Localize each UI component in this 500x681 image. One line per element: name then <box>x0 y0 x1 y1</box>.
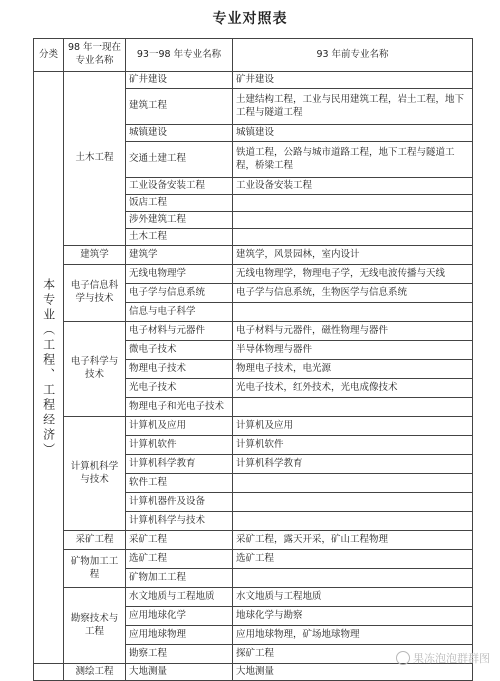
table-row <box>34 550 473 569</box>
major-9398-cell: 交通土建工程 <box>126 142 233 178</box>
watermark-text: 果冻泡泡群群图 <box>413 652 490 665</box>
watermark-logo-icon <box>396 651 410 665</box>
major-9398-cell: 应用地球物理 <box>126 626 233 645</box>
major-pre93-cell <box>233 474 473 493</box>
major-pre93-cell: 物理电子技术，电光源 <box>233 360 473 379</box>
table-row <box>34 246 473 265</box>
major-comparison-table <box>33 38 473 681</box>
major-pre93-cell: 大地测量 <box>233 664 473 681</box>
major-9398-cell: 选矿工程 <box>126 550 233 569</box>
major-pre93-cell: 选矿工程 <box>233 550 473 569</box>
major-9398-cell: 物理电子和光电子技术 <box>126 398 233 417</box>
major-9398-cell: 计算机器件及设备 <box>126 493 233 512</box>
table-row <box>34 265 473 284</box>
major-pre93-cell: 建筑学，风景园林，室内设计 <box>233 246 473 265</box>
major-pre93-cell: 光电子技术，红外技术，光电成像技术 <box>233 379 473 398</box>
major-current-cell: 土木工程 <box>64 72 126 246</box>
major-9398-cell: 涉外建筑工程 <box>126 212 233 229</box>
major-9398-cell: 勘察工程 <box>126 645 233 664</box>
major-9398-cell: 土木工程 <box>126 229 233 246</box>
major-current-cell: 采矿工程 <box>64 531 126 550</box>
major-pre93-cell <box>233 229 473 246</box>
major-9398-cell: 计算机软件 <box>126 436 233 455</box>
header-major-current: 98 年一现在专业名称 <box>64 39 126 72</box>
major-current-cell: 电子科学与技术 <box>64 322 126 417</box>
major-pre93-cell: 无线电物理学，物理电子学，无线电波传播与天线 <box>233 265 473 284</box>
major-current-cell: 矿物加工工程 <box>64 550 126 588</box>
major-pre93-cell: 计算机软件 <box>233 436 473 455</box>
major-9398-cell: 建筑学 <box>126 246 233 265</box>
major-pre93-cell: 应用地球物理，矿场地球物理 <box>233 626 473 645</box>
major-9398-cell: 微电子技术 <box>126 341 233 360</box>
major-pre93-cell: 矿井建设 <box>233 72 473 89</box>
major-pre93-cell: 水文地质与工程地质 <box>233 588 473 607</box>
major-9398-cell: 计算机及应用 <box>126 417 233 436</box>
major-pre93-cell <box>233 493 473 512</box>
major-pre93-cell: 地球化学与勘察 <box>233 607 473 626</box>
major-pre93-cell: 土建结构工程，工业与民用建筑工程，岩土工程，地下工程与隧道工程 <box>233 89 473 125</box>
major-pre93-cell: 电子材料与元器件，磁性物理与器件 <box>233 322 473 341</box>
category-cell <box>34 72 64 664</box>
major-9398-cell: 物理电子技术 <box>126 360 233 379</box>
major-current-cell: 测绘工程 <box>64 664 126 681</box>
major-current-cell: 计算机科学与技术 <box>64 417 126 531</box>
major-9398-cell: 采矿工程 <box>126 531 233 550</box>
major-pre93-cell: 计算机及应用 <box>233 417 473 436</box>
major-9398-cell: 矿井建设 <box>126 72 233 89</box>
table-row <box>34 664 473 681</box>
major-9398-cell: 建筑工程 <box>126 89 233 125</box>
major-pre93-cell: 电子学与信息系统，生物医学与信息系统 <box>233 284 473 303</box>
major-pre93-cell <box>233 303 473 322</box>
major-9398-cell: 饭店工程 <box>126 195 233 212</box>
major-9398-cell: 计算机科学教育 <box>126 455 233 474</box>
category-cell-empty <box>34 664 64 681</box>
major-9398-cell: 无线电物理学 <box>126 265 233 284</box>
major-pre93-cell <box>233 398 473 417</box>
header-major-pre93: 93 年前专业名称 <box>233 39 473 72</box>
major-9398-cell: 信息与电子科学 <box>126 303 233 322</box>
category-label: 本专业（工程、工程经济） <box>41 277 56 458</box>
major-pre93-cell: 探矿工程 <box>233 645 473 664</box>
major-9398-cell: 水文地质与工程地质 <box>126 588 233 607</box>
table-row <box>34 72 473 89</box>
table-header-row <box>34 39 473 72</box>
major-9398-cell: 大地测量 <box>126 664 233 681</box>
major-9398-cell: 光电子技术 <box>126 379 233 398</box>
major-pre93-cell: 采矿工程，露天开采，矿山工程物理 <box>233 531 473 550</box>
major-9398-cell: 矿物加工工程 <box>126 569 233 588</box>
major-pre93-cell <box>233 512 473 531</box>
table-row <box>34 322 473 341</box>
major-current-cell: 电子信息科学与技术 <box>64 265 126 322</box>
major-9398-cell: 电子学与信息系统 <box>126 284 233 303</box>
major-current-cell: 勘察技术与工程 <box>64 588 126 664</box>
table-row <box>34 588 473 607</box>
major-current-cell: 建筑学 <box>64 246 126 265</box>
major-9398-cell: 工业设备安装工程 <box>126 178 233 195</box>
header-category: 分类 <box>34 39 64 72</box>
major-9398-cell: 应用地球化学 <box>126 607 233 626</box>
major-pre93-cell <box>233 569 473 588</box>
major-pre93-cell <box>233 195 473 212</box>
major-9398-cell: 城镇建设 <box>126 125 233 142</box>
major-pre93-cell: 半导体物理与器件 <box>233 341 473 360</box>
major-9398-cell: 计算机科学与技术 <box>126 512 233 531</box>
major-pre93-cell: 计算机科学教育 <box>233 455 473 474</box>
major-9398-cell: 电子材料与元器件 <box>126 322 233 341</box>
major-pre93-cell: 城镇建设 <box>233 125 473 142</box>
header-major-9398: 93一98 年专业名称 <box>126 39 233 72</box>
major-pre93-cell <box>233 212 473 229</box>
table-row <box>34 531 473 550</box>
major-9398-cell: 软件工程 <box>126 474 233 493</box>
table-row <box>34 417 473 436</box>
major-pre93-cell: 铁道工程，公路与城市道路工程，地下工程与隧道工程，桥梁工程 <box>233 142 473 178</box>
page-title: 专业对照表 <box>212 11 288 27</box>
major-pre93-cell: 工业设备安装工程 <box>233 178 473 195</box>
watermark <box>396 650 490 666</box>
